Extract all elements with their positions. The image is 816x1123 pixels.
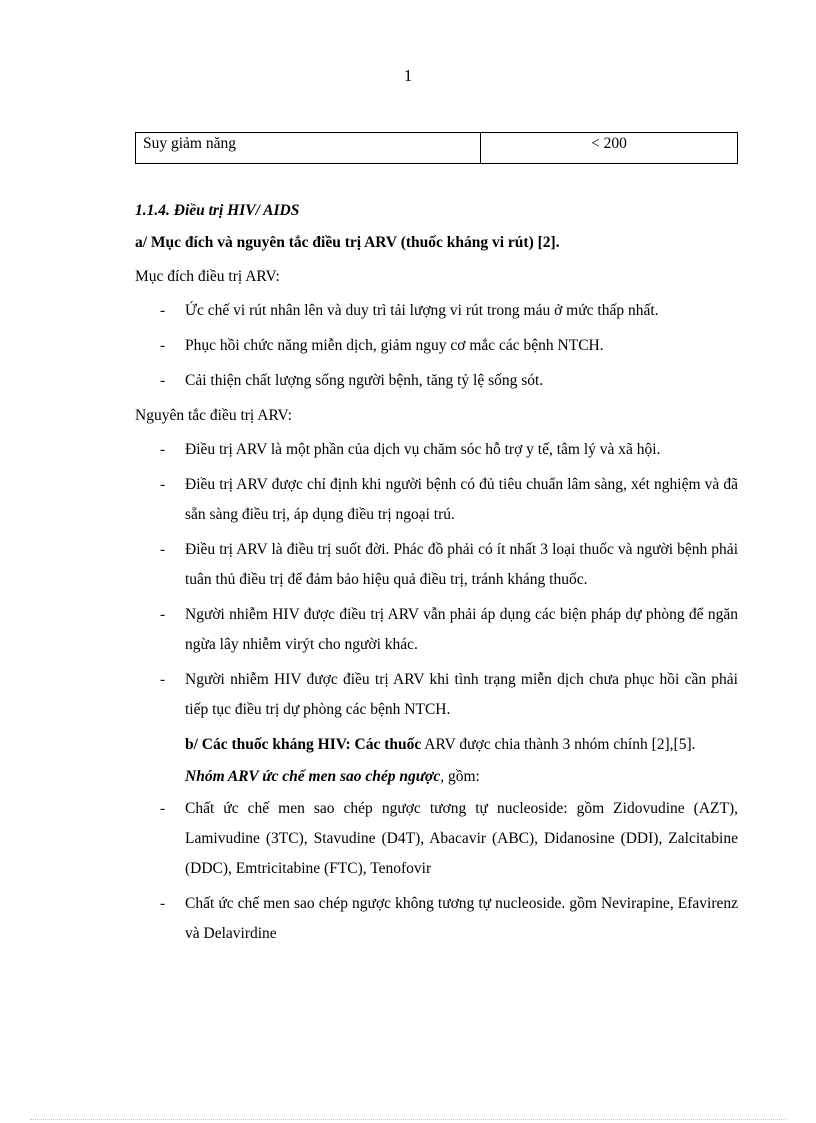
principle-label: Nguyên tắc điều trị ARV: — [135, 407, 292, 424]
list-item-text: Chất ức chế men sao chép ngược tương tự nucleoside: gồm Zidovudine (AZT), Lamivudine (3TC), Stavudine (D4T), Abacavir (ABC), Didanosine (DDI), Zalcitabine (DDC), Emtricitabine (FTC), Tenofovir — [185, 800, 738, 877]
list-dash: - — [160, 476, 166, 493]
list-item — [135, 889, 738, 949]
list-dash: - — [160, 441, 166, 458]
list-item-text: Cải thiện chất lượng sống người bệnh, tăng tỷ lệ sống sót. — [185, 372, 544, 389]
nrti-group-label: Nhóm ARV ức chế men sao chép ngược — [185, 768, 441, 785]
list-dash: - — [160, 671, 166, 688]
list-item — [135, 331, 738, 361]
subheading-b: b/ Các thuốc kháng HIV: Các thuốc — [185, 736, 422, 753]
subheading-a: a/ Mục đích và nguyên tắc điều trị ARV (thuốc kháng vi rút) [2]. — [135, 234, 560, 251]
list-dash: - — [160, 895, 166, 912]
section-heading: 1.1.4. Điều trị HIV/ AIDS — [135, 202, 300, 219]
list-item-text: Người nhiễm HIV được điều trị ARV khi tình trạng miễn dịch chưa phục hồi cần phải tiếp tục điều trị dự phòng các bệnh NTCH. — [185, 671, 738, 718]
list-dash: - — [160, 372, 166, 389]
list-dash: - — [160, 606, 166, 623]
list-item-text: Điều trị ARV được chỉ định khi người bệnh có đủ tiêu chuẩn lâm sàng, xét nghiệm và đã sẵn sàng điều trị, áp dụng điều trị ngoại trú. — [185, 476, 738, 523]
purpose-label: Mục đích điều trị ARV: — [135, 268, 280, 285]
list-dash: - — [160, 541, 166, 558]
list-item — [135, 296, 738, 326]
table-cell-label: Suy giảm năng — [136, 133, 481, 164]
list-item-text: Chất ức chế men sao chép ngược không tương tự nucleoside. gồm Nevirapine, Efavirenz và Delavirdine — [185, 895, 738, 942]
page-bottom-rule — [30, 1119, 786, 1120]
page-number: 1 — [403, 66, 413, 85]
principle-list — [135, 435, 738, 725]
table-row — [136, 133, 738, 164]
cd4-table — [135, 132, 738, 164]
purpose-list — [135, 296, 738, 396]
list-dash: - — [160, 800, 166, 817]
list-item-text: Điều trị ARV là điều trị suốt đời. Phác đồ phải có ít nhất 3 loại thuốc và người bệnh phải tuân thủ điều trị để đảm bảo hiệu quả điều trị, tránh kháng thuốc. — [185, 541, 738, 588]
nrti-group-paragraph — [135, 762, 738, 792]
drug-groups-paragraph — [135, 730, 738, 760]
list-dash: - — [160, 337, 166, 354]
nrti-list — [135, 794, 738, 949]
list-item — [135, 600, 738, 660]
list-item-text: Phục hồi chức năng miễn dịch, giảm nguy cơ mắc các bệnh NTCH. — [185, 337, 604, 354]
list-item-text: Ức chế vi rút nhân lên và duy trì tải lượng vi rút trong máu ở mức thấp nhất. — [185, 302, 659, 319]
list-item — [135, 794, 738, 884]
list-item — [135, 366, 738, 396]
document-body — [135, 196, 738, 954]
drug-groups-text: ARV được chia thành 3 nhóm chính [2],[5]. — [421, 736, 696, 753]
list-item — [135, 470, 738, 530]
list-item — [135, 665, 738, 725]
list-dash: - — [160, 302, 166, 319]
table-cell-value: < 200 — [481, 133, 738, 164]
list-item-text: Điều trị ARV là một phần của dịch vụ chăm sóc hỗ trợ y tế, tâm lý và xã hội. — [185, 441, 661, 458]
nrti-group-text: , gồm: — [440, 768, 480, 785]
list-item — [135, 435, 738, 465]
list-item-text: Người nhiễm HIV được điều trị ARV vẫn phải áp dụng các biện pháp dự phòng để ngăn ngừa lây nhiễm virýt cho người khác. — [185, 606, 738, 653]
list-item — [135, 535, 738, 595]
